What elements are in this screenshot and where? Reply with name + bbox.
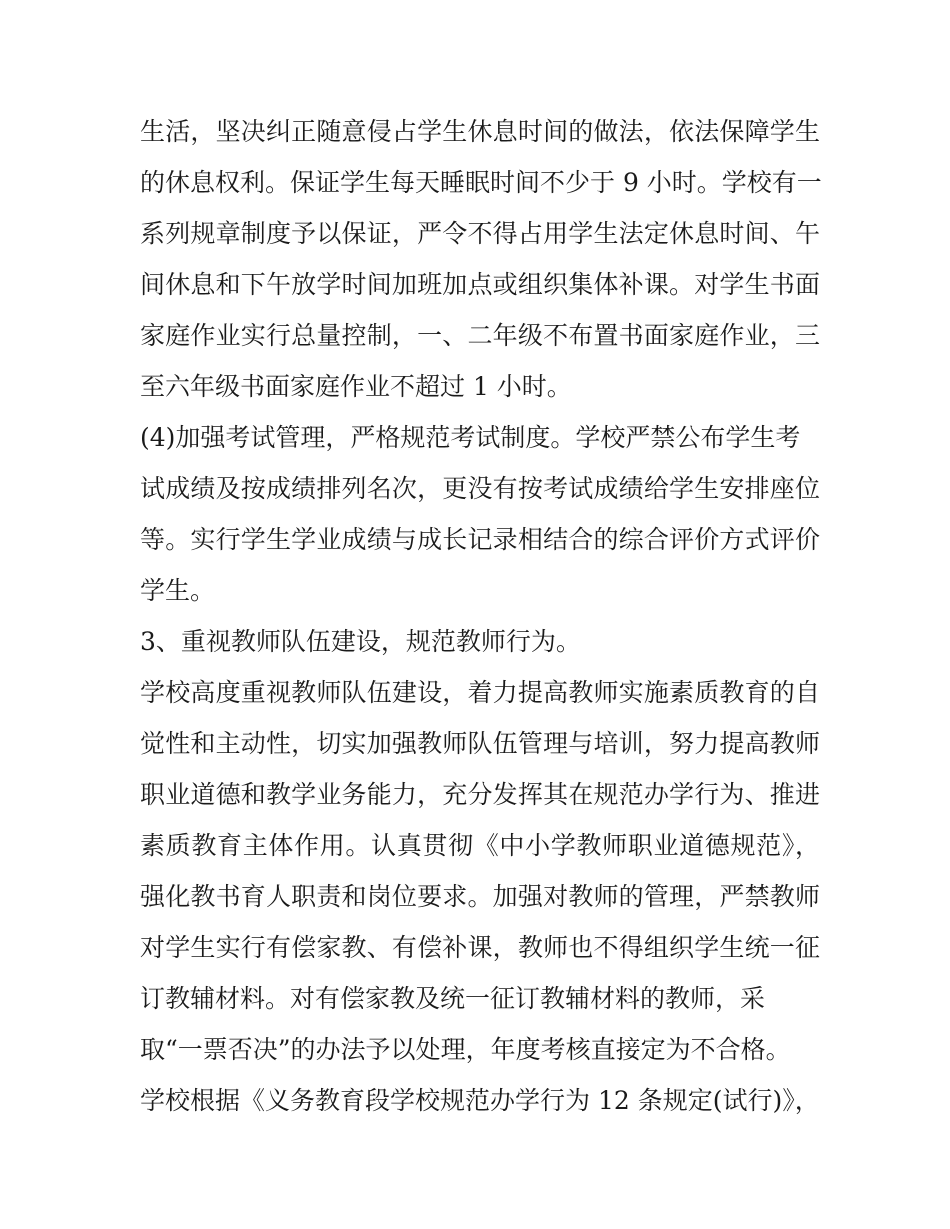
text-line: 素质教育主体作用。认真贯彻《中小学教师职业道德规范》， <box>140 831 820 860</box>
body-text <box>140 106 820 1126</box>
text-line: 学生。 <box>140 576 216 605</box>
text-line: 强化教书育人职责和岗位要求。加强对教师的管理，严禁教师 <box>140 882 820 911</box>
text-line: 系列规章制度予以保证，严令不得占用学生法定休息时间、午 <box>140 219 820 248</box>
text-line: 的休息权利。保证学生每天睡眠时间不少于 9 小时。学校有一 <box>140 168 822 197</box>
text-line: 学校根据《义务教育段学校规范办学行为 12 条规定(试行)》， <box>140 1086 820 1115</box>
text-line: 生活，坚决纠正随意侵占学生休息时间的做法，依法保障学生 <box>140 117 820 146</box>
section-heading: 3、重视教师队伍建设，规范教师行为。 <box>140 627 581 656</box>
text-line: 间休息和下午放学时间加班加点或组织集体补课。对学生书面 <box>140 270 820 299</box>
text-line: (4)加强考试管理，严格规范考试制度。学校严禁公布学生考 <box>140 423 801 452</box>
text-line: 试成绩及按成绩排列名次，更没有按考试成绩给学生安排座位 <box>140 474 820 503</box>
text-line: 取“一票否决”的办法予以处理，年度考核直接定为不合格。 <box>140 1035 791 1064</box>
text-line: 觉性和主动性，切实加强教师队伍管理与培训，努力提高教师 <box>140 729 820 758</box>
text-line: 至六年级书面家庭作业不超过 1 小时。 <box>140 372 572 401</box>
text-line: 订教辅材料。对有偿家教及统一征订教辅材料的教师，采 <box>140 984 766 1013</box>
text-line: 等。实行学生学业成绩与成长记录相结合的综合评价方式评价 <box>140 525 820 554</box>
text-line: 学校高度重视教师队伍建设，着力提高教师实施素质教育的自 <box>140 678 820 707</box>
text-line: 职业道德和教学业务能力，充分发挥其在规范办学行为、推进 <box>140 780 820 809</box>
text-line: 家庭作业实行总量控制，一、二年级不布置书面家庭作业，三 <box>140 321 820 350</box>
text-line: 对学生实行有偿家教、有偿补课，教师也不得组织学生统一征 <box>140 933 820 962</box>
